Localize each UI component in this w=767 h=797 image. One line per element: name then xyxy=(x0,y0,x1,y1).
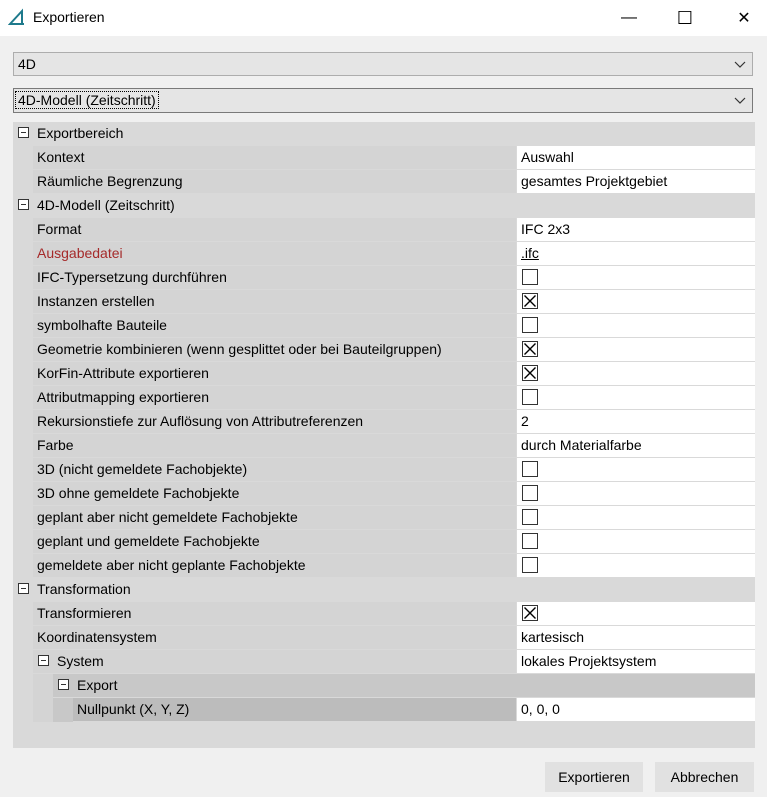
row-3d-nicht-gemeldete[interactable] xyxy=(13,458,755,482)
nullpunkt-value[interactable] xyxy=(517,698,755,721)
app-logo-icon xyxy=(8,8,26,26)
symbolhafte-bauteile-label: symbolhafte Bauteile xyxy=(37,317,167,333)
indent-guide xyxy=(53,698,73,722)
maximize-icon: ☐ xyxy=(676,7,694,28)
kontext-value-text: Auswahl xyxy=(521,149,574,165)
section-4d-modell-label: 4D-Modell (Zeitschritt) xyxy=(37,197,175,213)
collapse-icon[interactable] xyxy=(18,583,29,594)
rekursionstiefe-value-text: 2 xyxy=(521,413,529,429)
korfin-attribute-label: KorFin-Attribute exportieren xyxy=(37,365,209,381)
row-ifc-typersetzung[interactable] xyxy=(13,266,755,290)
checkmark-x-icon xyxy=(523,366,537,380)
3d-ohne-gemeldete-label: 3D ohne gemeldete Fachobjekte xyxy=(37,485,240,501)
export-subtype-select[interactable] xyxy=(13,88,753,113)
geometrie-kombinieren-checkbox[interactable] xyxy=(522,341,538,357)
export-category-select[interactable] xyxy=(13,52,753,76)
row-geplant-nicht-gemeldete[interactable] xyxy=(13,506,755,530)
geplant-nicht-gemeldete-checkbox[interactable] xyxy=(522,509,538,525)
export-button-label: Exportieren xyxy=(558,769,630,785)
geplant-und-gemeldete-checkbox[interactable] xyxy=(522,533,538,549)
section-exportbereich[interactable] xyxy=(13,122,755,145)
title-bar xyxy=(0,0,767,36)
3d-nicht-gemeldete-label: 3D (nicht gemeldete Fachobjekte) xyxy=(37,461,248,477)
row-ausgabedatei[interactable] xyxy=(13,242,755,266)
gemeldete-nicht-geplante-cell xyxy=(517,554,755,577)
cancel-button[interactable] xyxy=(655,762,754,792)
symbolhafte-bauteile-checkbox[interactable] xyxy=(522,317,538,333)
ausgabedatei-value[interactable] xyxy=(517,242,755,265)
ifc-typersetzung-label: IFC-Typersetzung durchführen xyxy=(37,269,227,285)
row-gemeldete-nicht-geplante[interactable] xyxy=(13,554,755,578)
section-export[interactable] xyxy=(53,674,755,697)
koordinatensystem-value[interactable] xyxy=(517,626,755,649)
transformieren-cell xyxy=(517,602,755,625)
row-nullpunkt[interactable] xyxy=(13,698,755,722)
row-attributmapping[interactable] xyxy=(13,386,755,410)
geplant-nicht-gemeldete-label: geplant aber nicht gemeldete Fachobjekte xyxy=(37,509,298,525)
checkmark-x-icon xyxy=(523,294,537,308)
chevron-down-icon xyxy=(732,53,748,75)
checkmark-x-icon xyxy=(523,342,537,356)
transformieren-label: Transformieren xyxy=(37,605,132,621)
koordinatensystem-value-text: kartesisch xyxy=(521,629,585,645)
row-farbe[interactable] xyxy=(13,434,755,458)
export-button[interactable] xyxy=(545,762,643,792)
row-geometrie-kombinieren[interactable] xyxy=(13,338,755,362)
farbe-value-text: durch Materialfarbe xyxy=(521,437,642,453)
collapse-icon[interactable] xyxy=(18,199,29,210)
row-symbolhafte-bauteile[interactable] xyxy=(13,314,755,338)
gemeldete-nicht-geplante-checkbox[interactable] xyxy=(522,557,538,573)
attributmapping-checkbox[interactable] xyxy=(522,389,538,405)
indent-guide xyxy=(33,674,53,722)
korfin-attribute-cell xyxy=(517,362,755,385)
property-grid xyxy=(13,122,755,748)
minimize-icon: — xyxy=(621,9,637,26)
format-value[interactable] xyxy=(517,218,755,241)
koordinatensystem-label: Koordinatensystem xyxy=(37,629,157,645)
geometrie-kombinieren-cell xyxy=(517,338,755,361)
rekursionstiefe-value[interactable] xyxy=(517,410,755,433)
symbolhafte-bauteile-cell xyxy=(517,314,755,337)
row-system[interactable] xyxy=(13,650,755,674)
section-exportbereich-label: Exportbereich xyxy=(37,125,124,141)
section-transformation[interactable] xyxy=(13,578,755,601)
nullpunkt-value-text: 0, 0, 0 xyxy=(521,701,560,717)
instanzen-checkbox[interactable] xyxy=(522,293,538,309)
raeumliche-begrenzung-value[interactable] xyxy=(517,170,755,193)
maximize-button[interactable] xyxy=(662,0,708,36)
geplant-und-gemeldete-label: geplant und gemeldete Fachobjekte xyxy=(37,533,260,549)
row-koordinatensystem[interactable] xyxy=(13,626,755,650)
section-export-label: Export xyxy=(77,677,118,693)
minimize-button[interactable] xyxy=(606,0,652,36)
export-category-value: 4D xyxy=(18,56,36,72)
korfin-attribute-checkbox[interactable] xyxy=(522,365,538,381)
row-geplant-und-gemeldete[interactable] xyxy=(13,530,755,554)
transformieren-checkbox[interactable] xyxy=(522,605,538,621)
geometrie-kombinieren-label: Geometrie kombinieren (wenn gesplittet oder bei Bauteilgruppen) xyxy=(37,341,442,357)
system-value-text: lokales Projektsystem xyxy=(521,653,657,669)
checkmark-x-icon xyxy=(523,606,537,620)
kontext-value[interactable] xyxy=(517,146,755,169)
instanzen-cell xyxy=(517,290,755,313)
ausgabedatei-label: Ausgabedatei xyxy=(37,245,123,261)
chevron-down-icon xyxy=(732,89,748,111)
format-value-text: IFC 2x3 xyxy=(521,221,571,237)
row-korfin-attribute[interactable] xyxy=(13,362,755,386)
3d-ohne-gemeldete-checkbox[interactable] xyxy=(522,485,538,501)
section-transformation-label: Transformation xyxy=(37,581,131,597)
row-raeumliche-begrenzung[interactable] xyxy=(13,170,755,194)
kontext-label: Kontext xyxy=(37,149,85,165)
collapse-icon[interactable] xyxy=(58,679,69,690)
export-subtype-value: 4D-Modell (Zeitschritt) xyxy=(18,92,156,108)
farbe-value[interactable] xyxy=(517,434,755,457)
3d-nicht-gemeldete-cell xyxy=(517,458,755,481)
geplant-und-gemeldete-cell xyxy=(517,530,755,553)
row-transformieren[interactable] xyxy=(13,602,755,626)
system-value[interactable] xyxy=(517,650,755,673)
row-format[interactable] xyxy=(13,218,755,242)
farbe-label: Farbe xyxy=(37,437,74,453)
close-button[interactable] xyxy=(721,0,767,36)
format-label: Format xyxy=(37,221,82,237)
3d-nicht-gemeldete-checkbox[interactable] xyxy=(522,461,538,477)
ifc-typersetzung-checkbox[interactable] xyxy=(522,269,538,285)
section-system-label: System xyxy=(57,653,104,669)
raeumliche-begrenzung-label: Räumliche Begrenzung xyxy=(37,173,183,189)
geplant-nicht-gemeldete-cell xyxy=(517,506,755,529)
collapse-icon[interactable] xyxy=(38,655,49,666)
gemeldete-nicht-geplante-label: gemeldete aber nicht geplante Fachobjekte xyxy=(37,557,306,573)
ausgabedatei-link[interactable]: .ifc xyxy=(521,245,539,261)
rekursionstiefe-label: Rekursionstiefe zur Auflösung von Attributreferenzen xyxy=(37,413,364,429)
instanzen-label: Instanzen erstellen xyxy=(37,293,155,309)
row-kontext[interactable] xyxy=(13,146,755,170)
attributmapping-label: Attributmapping exportieren xyxy=(37,389,209,405)
collapse-icon[interactable] xyxy=(18,127,29,138)
ifc-typersetzung-cell xyxy=(517,266,755,289)
window-title: Exportieren xyxy=(33,9,105,25)
cancel-button-label: Abbrechen xyxy=(670,769,739,785)
nullpunkt-label: Nullpunkt (X, Y, Z) xyxy=(77,701,190,717)
3d-ohne-gemeldete-cell xyxy=(517,482,755,505)
row-3d-ohne-gemeldete[interactable] xyxy=(13,482,755,506)
close-icon: ✕ xyxy=(737,10,751,27)
attributmapping-cell xyxy=(517,386,755,409)
section-4d-modell[interactable] xyxy=(13,194,755,217)
row-instanzen[interactable] xyxy=(13,290,755,314)
raeumliche-begrenzung-value-text: gesamtes Projektgebiet xyxy=(521,173,668,189)
row-rekursionstiefe[interactable] xyxy=(13,410,755,434)
